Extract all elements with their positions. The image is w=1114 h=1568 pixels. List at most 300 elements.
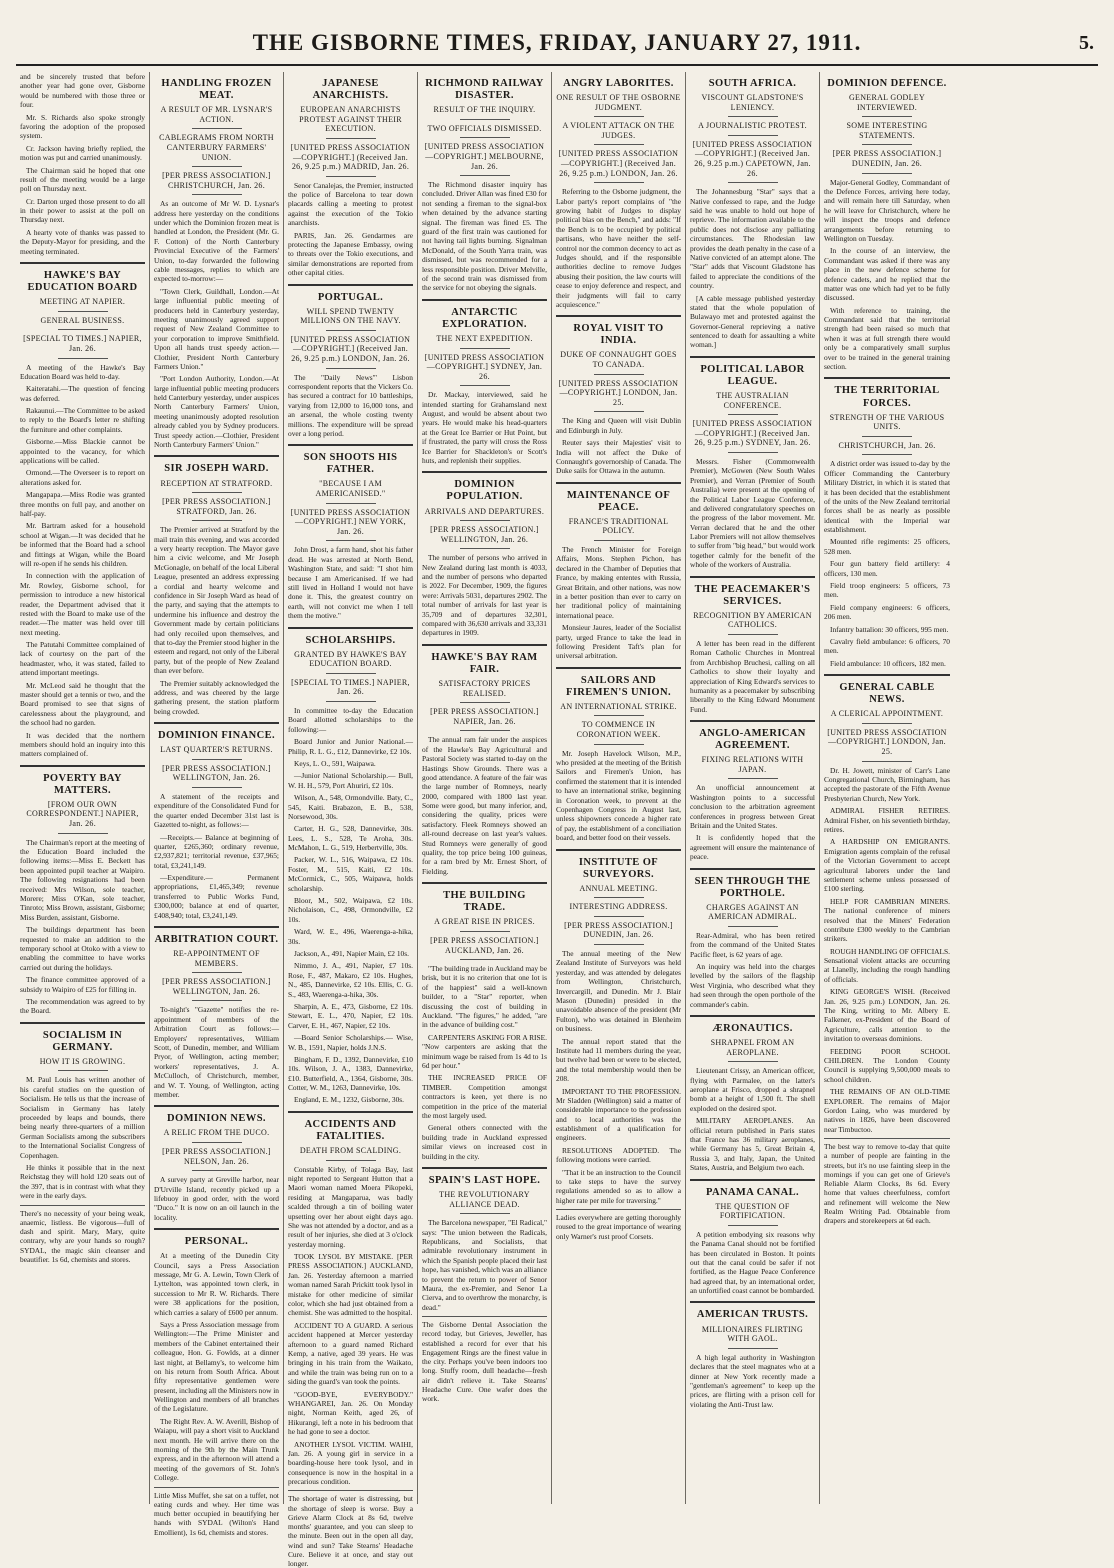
heading-divider [728, 1348, 778, 1349]
article-paragraph: The Chairman said he hoped that one result of the meeting would be a large poll on Thursday next. [20, 165, 145, 194]
heading-divider [460, 959, 510, 960]
heading-divider [326, 330, 376, 331]
article-heading: THE TERRITORIAL FORCES. [834, 385, 940, 409]
article-subheading: [UNITED PRESS ASSOCIATION—COPYRIGHT.] LONDON, Jan. 25. [827, 727, 947, 757]
heading-divider [594, 411, 644, 412]
article-heading: POLITICAL LABOR LEAGUE. [700, 363, 805, 387]
article-paragraph: Mounted rifle regiments: 25 officers, 528 men. [824, 537, 950, 556]
article-paragraph: The Premier arrived at Stratford by the mail train this evening, and was accorded a very hearty reception. The Mayor gave him a civic welcome, and Mr Joseph McGonagle, on behalf of the local Liberal League, presented an address expressing a cordial and hearty welcome and confidence in Sir Joseph Ward as head of the party, and saying that the attempts to undermine his influence and destroy the Government made by certain politicians had only recoiled upon themselves, and that to-day the Premier stood higher in the esteem and regard, not only of the Liberal party, but of the people of New Zealand than ever before. [154, 525, 279, 676]
heading-divider [58, 1070, 108, 1071]
article [288, 627, 413, 1105]
heading-divider [326, 540, 376, 541]
article-subheading: VISCOUNT GLADSTONE'S LENIENCY. [701, 93, 804, 112]
heading-divider [460, 175, 510, 176]
article-subheading: [FROM OUR OWN CORRESPONDENT.] NAPIER, Jan. 26. [26, 799, 139, 829]
article-paragraph: Mr. Joseph Havelock Wilson, M.P., who presided at the meeting of the British Sailors and Firemen's Union, has confirmed the statement that it is intended to have an international strike, beginning in Coronation week, to prevent at the Copenhagen Congress in August last, unless shipowners concede a higher rate of pay, the establishment of a conciliation board, and better food on their vessels. [556, 748, 681, 843]
heading-divider [460, 137, 510, 138]
article-paragraph: Dr. Mackay, interviewed, said he intended starting for Grahamsland next August, and would be absent about two years. He would make his head-quarters at the Great Ice Barrier or Hut Point, but if frustrated, the party will cross the Ross Ice Barrier for Shackleton's or Scott's huts, and replenish their supplies. [422, 390, 547, 466]
article-paragraph: ANOTHER LYSOL VICTIM. WAIHI, Jan. 26. A young girl in service in a boarding-house here took lysol, and in consequence is now in the hospital in a precarious condition. [288, 1439, 413, 1487]
article-paragraph: The annual report stated that the Institute had 11 members during the year, but twelve had been or were to be elected, and the total membership would then be 208. [556, 1036, 681, 1084]
heading-divider [460, 348, 510, 349]
article-subheading: [UNITED PRESS ASSOCIATION—COPYRIGHT.] (Received Jan. 26, 9.25 p.m.) CAPETOWN, Jan. 26. [692, 139, 813, 178]
section-rule [154, 455, 279, 457]
article-paragraph: HELP FOR CAMBRIAN MINERS. The national conference of miners resolved that the Miners' Federation contribute £300 weekly to the Cambrian strikers. [824, 896, 950, 944]
column [16, 72, 150, 1504]
section-rule [154, 1105, 279, 1107]
article [422, 644, 547, 876]
article-subheading: THE NEXT EXPEDITION. [436, 333, 533, 343]
article-subheading: LAST QUARTER'S RETURNS. [160, 745, 273, 755]
article-paragraph: Ormond.—The Overseer is to report on alterations asked for. [20, 468, 145, 487]
section-rule [824, 674, 950, 676]
article-paragraph: Rear-Admiral, who has been retired from the command of the United States Pacific fleet, is 62 years of age. [690, 930, 815, 959]
heading-divider [460, 548, 510, 549]
advertisement: Ladies everywhere are getting thoroughly roused to the great importance of wearing only Warner's rust proof Corsets. [556, 1209, 681, 1241]
article-subheading: [SPECIAL TO TIMES.] NAPIER, Jan. 26. [291, 677, 410, 697]
article-heading: SEEN THROUGH THE PORTHOLE. [694, 875, 811, 899]
article-paragraph: TOOK LYSOL BY MISTAKE. [PER PRESS ASSOCIATION.] AUCKLAND, Jan. 26. Yesterday afternoon a married woman named Sarah Prickitt took lysol in mistake for other medicine of similar color, which she had just obtained from a chemist. She was admitted to the hospital. [288, 1252, 413, 1318]
article-paragraph: THE REMAINS OF AN OLD-TIME EXPLORER. The remains of Major Gordon Laing, who was murdered by natives in 1826, have been discovered near Timbuctoo. [824, 1087, 950, 1134]
article-subheading: DUKE OF CONNAUGHT GOES TO CANADA. [560, 350, 677, 370]
section-rule [824, 377, 950, 379]
article-subheading: CABLEGRAMS FROM NORTH CANTERBURY FARMERS' UNION. [159, 133, 274, 162]
article-paragraph: Bloor, M., 502, Waipawa, £2 10s. Nicholaison, C., 498, Ormondville, £2 10s. [288, 896, 413, 924]
article-paragraph: and be sincerely trusted that before another year had gone over, Gisborne would be numbered with those three or four. [20, 72, 145, 110]
article-paragraph: ACCIDENT TO A GUARD. A serious accident happened at Mercer yesterday afternoon to a guard named Richard Kemp, a native, aged 39 years. He was bringing in his train from the Waikato, and while the train was being run on to a siding the guard's van took the points. [288, 1320, 413, 1387]
section-rule [422, 882, 547, 884]
article [690, 576, 815, 714]
article-paragraph: General others connected with the building trade in Auckland expressed similar views on increased cost in building in the city. [422, 1123, 547, 1161]
article-paragraph: Lieutenant Crissy, an American officer, flying with Parmalee, on the latter's aeroplane at Frisco, dropped a shrapnel bomb at a height of 1,500 ft. The shell exploded on the desired spot. [690, 1066, 815, 1113]
heading-divider [58, 329, 108, 330]
article-subheading: SATISFACTORY PRICES REALISED. [438, 678, 531, 698]
article-paragraph: —Receipts.— Balance at beginning of quarter, £265,360; ordinary revenue, £2,937,821; territorial revenue, £37,965; total, £3,241,149. [154, 832, 279, 870]
section-rule [556, 315, 681, 317]
column [418, 72, 552, 1504]
section-rule [288, 284, 413, 286]
article-subheading: STRENGTH OF THE VARIOUS UNITS. [829, 412, 945, 432]
article-subheading: FRANCE'S TRADITIONAL POLICY. [568, 516, 669, 536]
article-paragraph: PARIS, Jan. 26. Gendarmes are protecting the Japanese Embassy, owing to threats over the Tokio executions, and similar demonstrations are reported from other capital cities. [288, 230, 413, 278]
article-heading: PANAMA CANAL. [705, 1186, 800, 1198]
heading-divider [460, 730, 510, 731]
article-paragraph: It is confidently hoped that the agreement will ensure the maintenance of peace. [690, 833, 815, 862]
heading-divider [192, 194, 242, 195]
article-subheading: [PER PRESS ASSOCIATION.] WELLINGTON, Jan. 26. [162, 763, 271, 783]
article [556, 78, 681, 309]
article-paragraph: In committee to-day the Education Board allotted scholarships to the following:— [288, 706, 413, 734]
article-paragraph: Keys, L. O., 591, Waipawa. [294, 758, 376, 768]
article-paragraph: John Drost, a farm hand, shot his father dead. He was arrested at North Bend, Washington State, and said: "I shot him because I am Americanised. If we had still lived in Holland I would not have done it. This, the greatest country on earth, will not convict me when I tell them the motive." [288, 545, 413, 621]
article-subheading: RE-APPOINTMENT OF MEMBERS. [173, 949, 260, 968]
article [556, 482, 681, 661]
heading-divider [594, 897, 644, 898]
article-subheading: RECOGNITION BY AMERICAN CATHOLICS. [693, 610, 812, 630]
column [284, 72, 418, 1568]
heading-divider [728, 116, 778, 117]
article-subheading: [UNITED PRESS ASSOCIATION—COPYRIGHT.] LONDON, Jan. 25. [558, 378, 679, 407]
article-heading: THE PEACEMAKER'S SERVICES. [694, 583, 811, 607]
article-paragraph: "GOOD-BYE, EVERYBODY." WHANGAREI, Jan. 26. On Monday night, Norman Keith, aged 26, of Hikurangi, left a note in his bedroom that he had gone to see a doctor. [288, 1389, 413, 1437]
article-subheading: THE QUESTION OF FORTIFICATION. [715, 1201, 790, 1221]
article [288, 1111, 413, 1487]
heading-divider [192, 492, 242, 493]
article-subheading: GRANTED BY HAWKE'S BAY EDUCATION BOARD. [294, 649, 407, 669]
article-heading: ACCIDENTS AND FATALITIES. [304, 1118, 397, 1142]
heading-divider [594, 144, 644, 145]
article-subheading: [PER PRESS ASSOCIATION.] WELLINGTON, Jan. 26. [430, 525, 539, 544]
heading-divider [594, 540, 644, 541]
article-paragraph: —Expenditure.— Permanent appropriations, £1,465,349; revenue transferred to Public Works Fund, £300,000; balance at end of quarter, £408,940; total, £3,241,149. [154, 873, 279, 920]
article [422, 471, 547, 637]
section-rule [422, 299, 547, 301]
article [154, 1105, 279, 1222]
advertisement: Little Miss Muffet, she sat on a tuffet, not eating curds and whey. Her time was much better occupied in beautifying her hands with SYDAL (Wilton's Hand Emollient), 1s 6d, chemists and stores. [154, 1487, 279, 1537]
advertisement: The Gisborne Dental Association the record today, but Grieves, Jeweller, has established a record for ever that his Engagement Rings are the finest value in the city. Perhaps you've been indoors too long. Stuffy room, dull headache—fresh air didn't relieve it. Take Stearns' Headache Cure. One wafer does the work. [422, 1316, 547, 1403]
article-paragraph: The Right Rev. A. W. Averill, Bishop of Waiapu, will pay a short visit to Auckland next month. He will arrive there on the morning of the 9th by the Main Trunk express, and in the afternoon will attend a meeting of the governors of St. John's College. [154, 1416, 279, 1483]
heading-divider [326, 368, 376, 369]
article-subheading: SOME INTERESTING STATEMENTS. [846, 121, 928, 140]
article-subheading: [UNITED PRESS ASSOCIATION—COPYRIGHT.] (Received Jan. 26, 9.25 p.m.) LONDON, Jan. 26. [558, 149, 679, 178]
article [556, 667, 681, 843]
masthead-title: THE GISBORNE TIMES, FRIDAY, JANUARY 27, 1911. [252, 30, 862, 55]
article-paragraph: A high legal authority in Washington declares that the steel magnates who at a dinner at New York recently made a "gentleman's agreement" to keep up the prices, are flirting with a prison cell for violating the Anti-Trust law. [690, 1352, 815, 1409]
heading-divider [460, 931, 510, 932]
article [288, 444, 413, 620]
article-heading: SOCIALISM IN GERMANY. [42, 1029, 123, 1053]
article-paragraph: Sharpin, A. E., 473, Gisborne, £2 10s. Stewart, E. L., 470, Napier, £2 10s. Carver, E. H., 467, Napier, £2 10s. [288, 1001, 413, 1030]
article-paragraph: Referring to the Osborne judgment, the Labor party's report complains of "the growing habit of Judges to display political bias on the Bench," and adds: "If the Bench is to be occupied by political partisans, who have neither the self-control nor the common decency to act as Judges should, and if the responsible authorities decline to remove Judges abusing their position, the law courts will cease to enjoy deference and respect, and their judgments will fail to carry acquiescence." [556, 187, 681, 309]
article-paragraph: The buildings department has been requested to make an addition to the temporary school at Otoko with a view to enabling the committee to have works carried out during the holidays. [20, 925, 145, 972]
heading-divider [728, 414, 778, 415]
heading-divider [728, 182, 778, 183]
article-paragraph: A district order was issued to-day by the Officer Commanding the Canterbury Military District, in which it is stated that it has been decided that the establishment of the units of the New Zealand territorial forces shall be as nearly as possible identical with the Imperial war establishment. [824, 459, 950, 535]
article-heading: GENERAL CABLE NEWS. [839, 682, 935, 706]
article-paragraph: Cavalry field ambulance: 6 officers, 70 men. [824, 636, 950, 656]
article-paragraph: Mr. McLeod said he thought that the master should get a tennis or two, and the Board promised to see that signs of carelessness about the playground, and the school had no garden. [20, 680, 145, 728]
heading-divider [192, 1170, 242, 1171]
section-rule [154, 1228, 279, 1230]
article-paragraph: Kaiteratahi.—The question of fencing was deferred. [20, 384, 145, 403]
article-paragraph: Mr. S. Richards also spoke strongly favoring the adoption of the proposed system. [20, 112, 145, 141]
article-paragraph: "Port London Authority, London.—At large influential public meeting producers held Canterbury yesterday, under auspices North Canterbury Farmers' Union, meeting unanimously adopted resolution already cabled you by Sydney producers. Trust speedy action.—Clothier, President North Canterbury Farmers' Union." [154, 374, 279, 450]
heading-divider [326, 1160, 376, 1161]
heading-divider [192, 128, 242, 129]
article-heading: ANGLO-AMERICAN AGREEMENT. [699, 728, 806, 752]
article [20, 262, 145, 759]
heading-divider [326, 138, 376, 139]
article-paragraph: CARPENTERS ASKING FOR A RISE. "Now carpenters are asking that the minimum wage be raised from 1s 4d to 1s 6d per hour." [422, 1032, 547, 1070]
article-subheading: [UNITED PRESS ASSOCIATION—COPYRIGHT.] (Received Jan. 26, 9.25 p.m.) SYDNEY, Jan. 26. [692, 419, 813, 448]
article-heading: ARBITRATION COURT. [154, 934, 279, 946]
article-subheading: [UNITED PRESS ASSOCIATION—COPYRIGHT.] (Received Jan. 26, 9.25 p.m.) LONDON, Jan. 26. [290, 334, 411, 364]
article-paragraph: The Chairman's report at the meeting of the Education Board included the following items:—Miss E. Beckett has been appointed pupil teacher at Waipiro. The following resignations had been received: Mrs Wilson, sole teacher, Morere; Miss O'Kan, sole teacher, Tinroto; Miss Brown, assistant, Gisborne; Miss Burden, assistant, Gisborne. [20, 837, 145, 922]
article-heading: SCHOLARSHIPS. [305, 634, 396, 646]
article-subheading: [UNITED PRESS ASSOCIATION—COPYRIGHT.] (Received Jan. 26, 9.25 p.m.) MADRID, Jan. 26. [290, 142, 411, 172]
heading-divider [862, 454, 912, 455]
article-heading: DOMINION DEFENCE. [827, 78, 947, 89]
article-paragraph: In the course of an interview, the Commandant was asked if there was any place in the new defence scheme for defence cadets, and he replied that the matter was one which had yet to be fully discussed. [824, 246, 950, 303]
article-paragraph: The finance committee approved of a subsidy to Waipiro of £25 for filling in. [20, 975, 145, 994]
article-paragraph: Senor Canalejas, the Premier, instructed the police of Barcelona to tear down placards calling a meeting to protest against the execution of the Tokio anarchists. [288, 180, 413, 228]
article-heading: SPAIN'S LAST HOPE. [428, 1174, 541, 1186]
article-subheading: TWO OFFICIALS DISMISSED. [427, 123, 542, 133]
article [824, 674, 950, 1134]
article-paragraph: It was decided that the northern members should hold an inquiry into this matters complained of. [20, 730, 145, 759]
heading-divider [460, 385, 510, 386]
article-subheading: [SPECIAL TO TIMES.] NAPIER, Jan. 26. [23, 334, 142, 353]
section-rule [690, 1179, 815, 1181]
article-heading: SAILORS AND FIREMEN'S UNION. [566, 674, 671, 698]
article-paragraph: The recommendation was agreed to by the Board. [20, 996, 145, 1016]
article-heading: JAPANESE ANARCHISTS. [312, 78, 389, 102]
column [552, 72, 686, 1504]
heading-divider [594, 916, 644, 917]
heading-divider [58, 833, 108, 834]
article-heading: SON SHOOTS HIS FATHER. [303, 452, 398, 476]
article-paragraph: Packer, W. L., 516, Waipawa, £2 10s. Foster, M., 515, Kaiti, £2 10s. McCormick, C., 505, Waipawa, holds scholarship. [288, 855, 413, 893]
article-paragraph: The French Minister for Foreign Affairs, Mons. Stephen Pichon, has declared in the Chamber of Deputies that France, by making ententes with Russia, Great Britain, and other nations, was now in a better position than ever to carry on her traditional policy of maintaining international peace. [556, 545, 681, 620]
article-paragraph: England, E. M., 1232, Gisborne, 30s. [294, 1095, 405, 1105]
article-subheading: [PER PRESS ASSOCIATION.] AUCKLAND, Jan. 26. [430, 935, 539, 955]
article-paragraph: With reference to training, the Commandant said that the territorial strength had been raised so much that when it was at full strength there would only be a comparatively small surplus over to be trained in the general training section. [824, 305, 950, 372]
article-heading: INSTITUTE OF SURVEYORS. [578, 856, 659, 880]
heading-divider [728, 634, 778, 635]
article-subheading: CHARGES AGAINST AN AMERICAN ADMIRAL. [706, 902, 799, 922]
article-paragraph: The King and Queen will visit Dublin and Edinburgh in July. [556, 416, 681, 435]
section-rule [422, 471, 547, 473]
article-subheading: ARRIVALS AND DEPARTURES. [424, 506, 545, 516]
heading-divider [460, 1213, 510, 1214]
article-paragraph: The number of persons who arrived in New Zealand during last month is 4033, and the number of persons who departed is 2022. For December, 1909, the figures were: Arrivals 5031, departures 2902. The total number of arrivals for last year is 35,709 and of departures 32,301, compared with 36,630 arrivals and 33,331 departures in 1909. [422, 553, 547, 638]
heading-divider [58, 311, 108, 312]
article [154, 1228, 279, 1482]
heading-divider [326, 701, 376, 702]
heading-divider [594, 374, 644, 375]
article-subheading: CHRISTCHURCH, Jan. 26. [838, 440, 936, 450]
section-rule [690, 720, 815, 722]
article [556, 849, 681, 1206]
section-rule [690, 356, 815, 358]
article-paragraph: Nimmo, J. A., 491, Napier, £7 10s. Rose, F., 487, Makaro, £2 10s. Hughes, N., 485, Dannevirke, £2 10s. Ellis, C. G. S., 483, Waerenga-a-hika, 30s. [288, 961, 413, 999]
article-subheading: [PER PRESS ASSOCIATION.] NELSON, Jan. 26. [162, 1147, 271, 1166]
article-paragraph: To-night's "Gazette" notifies the re-appointment of members of the Arbitration Court as follows:—Employers' representatives, William Scott, of Dunedin, member, and William Pryor, of Wellington, acting member; workers' representatives, J. A. McCulloch, of Christchurch, member, and W. T. Young, of Wellington, acting member. [154, 1005, 279, 1099]
heading-divider [728, 926, 778, 927]
article-subheading: [UNITED PRESS ASSOCIATION—COPYRIGHT.] MELBOURNE, Jan. 26. [424, 142, 545, 171]
section-rule [422, 644, 547, 646]
article-paragraph: Board Junior and Junior National.—Philip, R. L. G., £12, Dannevirke, £2 10s. [288, 737, 413, 756]
article [154, 926, 279, 1099]
heading-divider [862, 761, 912, 762]
article-subheading: A CLERICAL APPOINTMENT. [830, 709, 944, 719]
article-paragraph: MILITARY AEROPLANES. An official return published in Paris states that France has 36 military aeroplanes, while Germany has 5, Great Britain 4, Russia 3, and Italy, Japan, the United States, Austria, and Belgium two each. [690, 1116, 815, 1173]
article [20, 1022, 145, 1201]
article-paragraph: A HARDSHIP ON EMIGRANTS. Emigration agents complain of the refusal of the Victorian Government to accept agricultural laborers under the land settlement scheme unless possessed of £100 sterling. [824, 837, 950, 894]
article-paragraph: The Johannesburg "Star" says that a Native confessed to rape, and the Judge said he was unable to hold out hope of reprieve. The information available to the public does not disclose any palliating circumstances. The Rhodesian law provides the death penalty in the case of a Native convicted of an attempt alone. The "Star" adds that Viscount Gladstone has failed to appreciate the conditions of the country. [690, 187, 815, 291]
section-rule [154, 722, 279, 724]
article-paragraph: —Board Senior Scholarships.— Wise, W. B., 1591, Napier, holds J.N.S. [288, 1033, 413, 1052]
section-rule [690, 1301, 815, 1303]
section-rule [154, 926, 279, 928]
article-subheading: THE AUSTRALIAN CONFERENCE. [716, 390, 789, 410]
article-subheading: [PER PRESS ASSOCIATION.] NAPIER, Jan. 26. [430, 707, 539, 726]
advertisement: The best way to remove to-day that quite a number of people are fainting in the streets, but it's no use fainting sleep in the mornings if you can get one of Grieve's Reliable Alarm Clocks, 8s 6d. Every home that values cheerfulness, comfort and refinement will welcome the New Realm Writing Pad. Obtainable from drapers and storekeepers at 6d each. [824, 1138, 950, 1225]
article-paragraph: Cr. Jackson having briefly replied, the motion was put and carried unanimously. [20, 143, 145, 163]
heading-divider [862, 144, 912, 145]
article-subheading: WILL SPEND TWENTY MILLIONS ON THE NAVY. [300, 306, 401, 326]
article-paragraph: Constable Kirby, of Tolaga Bay, last night reported to Sergeant Hutton that a Maori woman named Moera Pikopeki, residing at Mangaparua, was badly scalded through a tin of boiling water upsetting over her about eight days ago. She was not attended by a doctor, and as a result of her injuries, she died at 3 o'clock yesterday morning. [288, 1164, 413, 1249]
article-paragraph: The "Daily News'" Lisbon correspondent reports that the Vickers Co. has secured a contract for 10 battleships, varying from 12,000 to 16,000 tons, and an arsenal, the whole costing twenty millions. The expenditure will be spread over a long period. [288, 372, 413, 438]
article-subheading: A RELIC FROM THE DUCO. [163, 1128, 270, 1138]
heading-divider [594, 944, 644, 945]
article-paragraph: —Junior National Scholarship.— Bull, W. H. H., 579, Port Ahuriri, £2 10s. [288, 771, 413, 790]
section-rule [20, 262, 145, 264]
article-subheading: A RESULT OF MR. LYSNAR'S ACTION. [160, 105, 273, 124]
section-rule [690, 1015, 815, 1017]
article-heading: PERSONAL. [184, 1236, 249, 1248]
article-paragraph: He thinks it possible that in the next Reichstag they will hold 120 seats out of the 397, that is in contrast with what they were in the early days. [20, 1162, 145, 1201]
article-paragraph: Messrs. Fisher (Commonwealth Premier), McGowen (New South Wales Premier), and Verran (Premier of South Australia) were present at the opening of the Political Labor League Conference, and delivered congratulatory speeches on the progress of the labor movement. Mr. Verran declared that he and the other Labor Premiers will not allow themselves to suffer from "big head," but would work together calmly for the benefit of the whole of the workers of Australia. [690, 456, 815, 570]
heading-divider [192, 1142, 242, 1143]
article [20, 72, 145, 256]
heading-divider [862, 436, 912, 437]
article-subheading: [UNITED PRESS ASSOCIATION—COPYRIGHT.] SYDNEY, Jan. 26. [424, 352, 545, 381]
article-subheading: RESULT OF THE INQUIRY. [433, 105, 536, 115]
article [422, 882, 547, 1161]
article-heading: SIR JOSEPH WARD. [164, 463, 269, 475]
article [154, 455, 279, 716]
article-paragraph: The annual ram fair under the auspices of the Hawke's Bay Agricultural and Pastoral Society was started to-day on the Hastings Show Grounds. There was a good attendance. A feature of the fair was the large number of Romneys, nearly 2000, compared with 1800 last year. Some were good, but many inferior, and, considering the quality, prices were satisfactory. Fleek Romneys showed an all-round decrease on last year's values. Stud Romneys were generally of good quality, the top price being 100 guineas, for a ram bred by Mr. Ernest Short, of Fielding. [422, 735, 547, 876]
article-heading: HANDLING FROZEN MEAT. [161, 78, 272, 102]
article-heading: THE BUILDING TRADE. [443, 890, 526, 914]
article-subheading: DEATH FROM SCALDING. [299, 1145, 402, 1155]
heading-divider [460, 520, 510, 521]
article [20, 765, 145, 1016]
article-subheading: GENERAL BUSINESS. [40, 315, 125, 325]
article [556, 315, 681, 475]
article [690, 78, 815, 350]
section-rule [20, 765, 145, 767]
article-heading: HAWKE'S BAY EDUCATION BOARD [27, 270, 138, 294]
article [422, 1167, 547, 1312]
heading-divider [728, 452, 778, 453]
article-paragraph: M. Paul Louis has written another of his careful studies on the question of Socialism. He tells us that the increase of Socialism in Germany has lately proceeded by leaps and bounds, there being nearly three-quarters of a million German Socialists among the subscribers to the International Socialist Congress of Copenhagen. [20, 1075, 145, 1160]
heading-divider [728, 778, 778, 779]
article-subheading: "BECAUSE I AM AMERICANISED." [315, 479, 386, 499]
page-number: 5. [1079, 32, 1094, 54]
article [690, 720, 815, 861]
article-heading: RICHMOND RAILWAY DISASTER. [425, 78, 544, 102]
article-paragraph: Bingham, F. D., 1392, Dannevirke, £10 10s. Wilson, J. A., 1383, Dannevirke, £10. Butterfield, A., 1364, Gisborne, 30s. Cotter, W. M., 1263, Dannevirke, 10s. [288, 1054, 413, 1093]
article-heading: PORTUGAL. [317, 291, 384, 303]
heading-divider [862, 723, 912, 724]
article-paragraph: A hearty vote of thanks was passed to the Deputy-Mayor for presiding, and the meeting terminated. [20, 227, 145, 256]
article-paragraph: Major-General Godley, Commandant of the Defence Forces, arriving here today, and will remain here till Saturday, when he will leave for Christchurch, where he will inspect the troops and defence arrangements before returning to Wellington on Tuesday. [824, 177, 950, 243]
article-heading: DOMINION POPULATION. [446, 479, 523, 503]
heading-divider [58, 358, 108, 359]
article-paragraph: Four gun battery field artillery: 4 officers, 130 men. [824, 559, 950, 578]
article-paragraph: Dr. H. Jowett, minister of Carr's Lane Congregational Church, Birmingham, has accepted the pastorate of the Fifth Avenue Presbyterian Church, New York. [824, 765, 950, 803]
heading-divider [326, 176, 376, 177]
advertisement: The shortage of water is distressing, but the shortage of sleep is worse. Buy a Grieve Alarm Clock at 8s 6d, twelve months' guarantee, and you can sleep to the minute. Been out in the open all day, wind and sun? Take Stearns' Headache Cure. Believe it at once, and stay out longer. [288, 1490, 413, 1568]
article-subheading: [PER PRESS ASSOCIATION.] CHRISTCHURCH, Jan. 26. [162, 171, 271, 190]
article-paragraph: The Barcelona newspaper, "El Radical," says: "The union between the Radicals, Republicans, and Socialists, that admirable revolutionary instrument in which the Spanish people placed their last hope, has vanished, which was an alliance to prevent the return to power of Senor Maura, the ex-Premier, and Senor La Cierva, and to overthrow the monarchy, is dead." [422, 1218, 548, 1312]
article-paragraph: Mangapapa.—Miss Rodie was granted three months on full pay, and another on half-pay. [20, 490, 145, 518]
article [690, 1015, 815, 1173]
article-subheading: AN INTERNATIONAL STRIKE. [560, 701, 677, 711]
article-paragraph: ADMIRAL FISHER RETIRES. Admiral Fisher, on his seventieth birthday, retires. [824, 806, 950, 834]
article-subheading: MEETING AT NAPIER. [39, 297, 126, 307]
article-paragraph: Rakaunui.—The Committee to be asked to reply to the Board's letter re shifting the furniture and other complaints. [20, 406, 145, 434]
article-paragraph: Reuter says their Majesties' visit to India will not affect the Duke of Connaught's governorship of Canada. The Duke sails for Ottawa in the autumn. [556, 438, 681, 476]
article-paragraph: The Richmond disaster inquiry has concluded. Driver Allan was fined £30 for not sending a fireman to the signal-box when detained by the advance starting signal. The fireman was fined £5. The guard of the first train was cautioned for not having tail lights burning. Signalman McDonald, of the South Yarra train, was dismissed, but was recommended for a less responsible position. Driver Melville, of the second train was dismissed from the service for not obeying the signals. [422, 180, 547, 293]
column [686, 72, 820, 1504]
article-subheading: HOW IT IS GROWING. [39, 1056, 126, 1066]
article [824, 377, 950, 668]
heading-divider [862, 116, 912, 117]
article-paragraph: Field company engineers: 6 officers, 206 men. [824, 602, 950, 622]
article-paragraph: A petition embodying six reasons why the Panama Canal should not be fortified has been circulated in Boston. It points out that the canal could be safer if not fortified, as the Hague Peace Conference had agreed that, by an international order, an unfortified coast cannot be bombarded. [690, 1229, 815, 1296]
article-subheading: [PER PRESS ASSOCIATION.] DUNEDIN, Jan. 26. [832, 149, 942, 169]
article-subheading: ONE RESULT OF THE OSBORNE JUDGMENT. [556, 93, 681, 112]
article [288, 78, 413, 278]
article-paragraph: RESOLUTIONS ADOPTED. The following motions were carried. [556, 1145, 681, 1165]
article-subheading: [PER PRESS ASSOCIATION.] STRATFORD, Jan. 26. [162, 497, 271, 516]
article-paragraph: An inquiry was held into the charges levelled by the sailors of the flagship West Virginia, who described what they had seen through the open porthole of the commander's cabin. [690, 962, 815, 1009]
heading-divider [192, 972, 242, 973]
heading-divider [326, 673, 376, 674]
heading-divider [862, 173, 912, 174]
article-subheading: FIXING RELATIONS WITH JAPAN. [701, 755, 804, 774]
column [820, 72, 954, 1504]
heading-divider [728, 135, 778, 136]
article [288, 284, 413, 439]
article-paragraph: Wilson, A., 548, Ormondville. Baty, C., 545, Kaiti. Brabazon, E. B., 538, Norsewood, 30s. [288, 793, 413, 821]
article-paragraph: A survey party at Greville harbor, near D'Urville Island, recently picked up a lifebuoy in good order, with the word "Duco." It is now on an oil launch in the locality. [154, 1175, 279, 1222]
heading-divider [326, 503, 376, 504]
section-rule [556, 849, 681, 851]
article-heading: AMERICAN TRUSTS. [696, 1309, 809, 1321]
article-subheading: [PER PRESS ASSOCIATION.] DUNEDIN, Jan. 26. [564, 920, 673, 940]
article-paragraph: Monsieur Jaures, leader of the Socialist party, urged France to take the lead in following President Taft's plan for universal arbitration. [556, 623, 681, 661]
article-paragraph: Gisborne.—Miss Blackie cannot be appointed to the vacancy, for which applications will be called. [20, 437, 145, 466]
article-paragraph: KING GEORGE'S WISH. (Received Jan. 26, 9.25 p.m.) LONDON, Jan. 26. The King, writing to Mr. Albery E. Falkener, ex-President of the Board of Agriculture, calls attention to the invitation to overseas dominions. [824, 987, 950, 1044]
article-paragraph: A meeting of the Hawke's Bay Education Board was held to-day. [20, 362, 145, 381]
article [690, 1301, 815, 1409]
section-rule [556, 667, 681, 669]
columns [16, 72, 1098, 1568]
heading-divider [594, 715, 644, 716]
article-paragraph: The Patutahi Committee complained of lack of courtesy on the part of the headmaster, who, it was stated, failed to attend important meetings. [20, 640, 145, 678]
heading-divider [594, 744, 644, 745]
heading-divider [728, 1061, 778, 1062]
article-subheading: A GREAT RISE IN PRICES. [434, 917, 535, 927]
article-paragraph: IMPORTANT TO THE PROFESSION. Mr Sladden (Wellington) said a matter of considerable importance to the profession and to local authorities was the establishment of a qualification for engineers. [556, 1086, 681, 1143]
article-subheading: A JOURNALISTIC PROTEST. [698, 121, 807, 131]
section-rule [288, 1111, 413, 1113]
heading-divider [460, 119, 510, 120]
article-subheading: ANNUAL MEETING. [579, 883, 658, 893]
article-heading: POVERTY BAY MATTERS. [43, 772, 122, 796]
article-paragraph: Infantry battalion: 30 officers, 995 men. [830, 624, 949, 634]
article-paragraph: Cr. Darton urged those present to do all in their power to assist at the poll on Thursday next. [20, 196, 145, 225]
article-heading: ROYAL VISIT TO INDIA. [573, 323, 664, 347]
advertisement: There's no necessity of your being weak, anaemic, listless. Be vigorous—full of dash and spirit. Mary, Mary, quite contrary, why are your hands so rough? SYDAL, the magic skin cleanser and beautifier. 1s 6d, chemists and stores. [20, 1205, 145, 1265]
article-paragraph: [A cable message published yesterday stated that the whole population of Bulawayo met and protested against the Governor-General reprieving a native sentenced to death for assaulting a white woman.] [690, 293, 815, 350]
article-paragraph: Field ambulance: 10 officers, 182 men. [830, 658, 946, 668]
article-paragraph: A statement of the receipts and expenditure of the Consolidated Fund for the quarter ended December 31st last is Gazetted to-night, as follows:— [154, 791, 279, 830]
article [422, 78, 547, 293]
